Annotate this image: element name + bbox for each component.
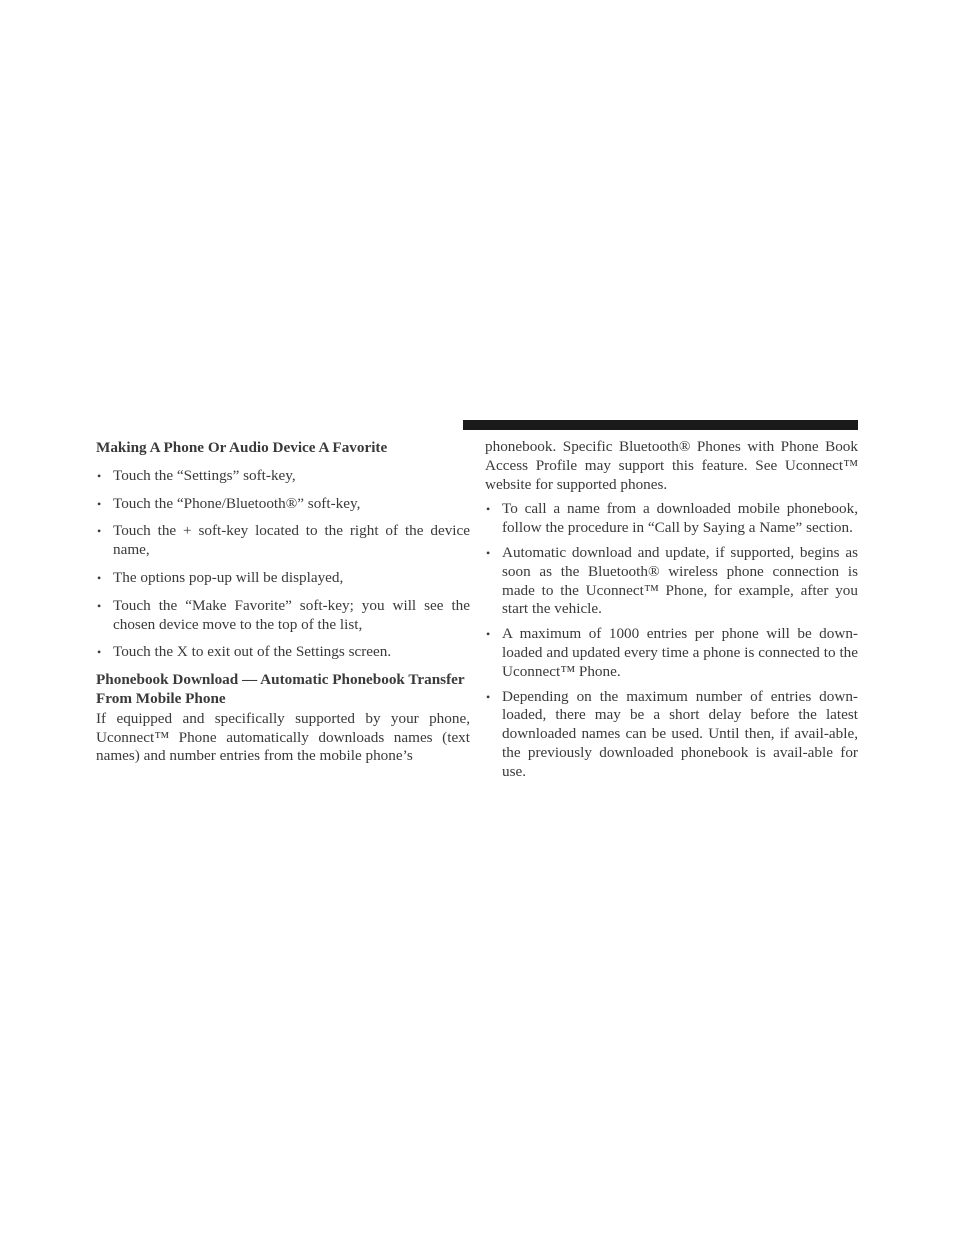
list-item: • Touch the “Make Favorite” soft-key; you will see the chosen device move to the top of the list, xyxy=(96,597,470,635)
header-rule xyxy=(463,420,858,430)
list-item: • To call a name from a downloaded mobile phonebook, follow the procedure in “Call by Saying a Name” section. xyxy=(485,500,858,538)
list-item: • Touch the X to exit out of the Settings screen. xyxy=(96,643,470,662)
list-item: • Depending on the maximum number of entries down-loaded, there may be a short delay before the latest downloaded names can be used. Until then, if avail-able, the previously downloaded phonebook is avail-able for use. xyxy=(485,688,858,782)
list-item: • Touch the “Phone/Bluetooth®” soft-key, xyxy=(96,495,470,514)
phonebook-intro-paragraph: If equipped and specifically supported by your phone, Uconnect™ Phone automatically downloads names (text names) and number entries from the mobile phone’s xyxy=(96,709,470,765)
list-item: • A maximum of 1000 entries per phone will be down-loaded and updated every time a phone is connected to the Uconnect™ Phone. xyxy=(485,625,858,681)
phonebook-continuation-paragraph: phonebook. Specific Bluetooth® Phones with Phone Book Access Profile may support this feature. See Uconnect™ website for supported phones. xyxy=(485,438,858,493)
phonebook-bullets-list xyxy=(485,500,858,781)
list-item: • Touch the “Settings” soft-key, xyxy=(96,467,470,486)
list-item: • Automatic download and update, if supported, begins as soon as the Bluetooth® wireless phone connection is made to the Uconnect™ Phone, for example, after you start the vehicle. xyxy=(485,544,858,619)
left-column xyxy=(96,437,470,766)
list-item: • The options pop-up will be displayed, xyxy=(96,569,470,588)
phonebook-heading: Phonebook Download — Automatic Phonebook Transfer From Mobile Phone xyxy=(96,671,465,707)
list-item: • Touch the + soft-key located to the right of the device name, xyxy=(96,522,470,560)
right-column xyxy=(485,437,858,788)
favorite-steps-list xyxy=(96,467,470,662)
favorite-heading: Making A Phone Or Audio Device A Favorite xyxy=(96,439,388,456)
